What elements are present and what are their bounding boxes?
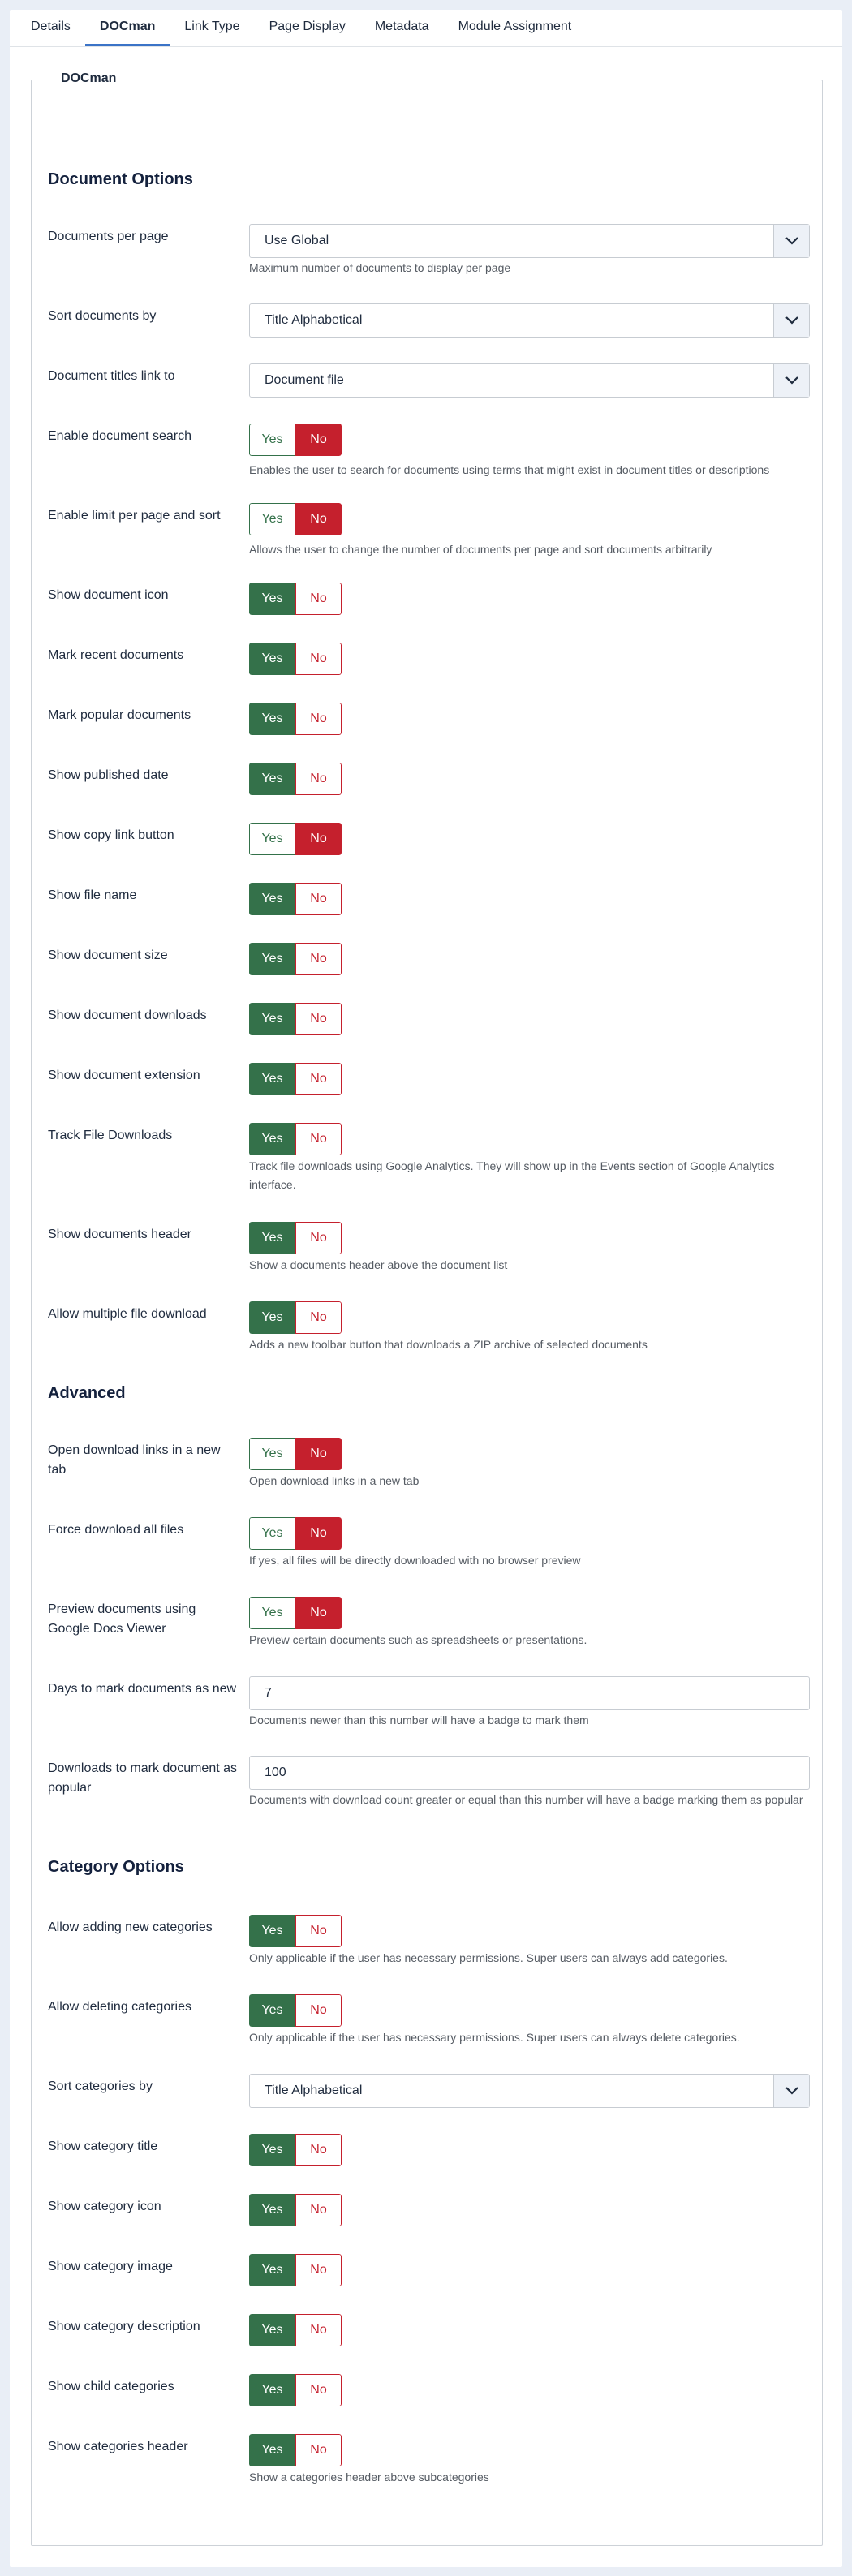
no-option[interactable]: No (295, 1003, 342, 1035)
label-documents-per-page: Documents per page (48, 230, 169, 243)
no-option[interactable]: No (295, 2314, 342, 2346)
label-document-titles-link: Document titles link to (48, 369, 175, 383)
yes-option[interactable]: Yes (249, 1597, 295, 1629)
open-new-tab-switch (249, 1438, 342, 1470)
help-enable-limit: Allows the user to change the number of documents per page and sort documents arbitrarily (249, 543, 712, 556)
chevron-down-icon (773, 304, 809, 337)
no-option[interactable]: No (295, 823, 342, 855)
section-title-document-options: Document Options (48, 170, 193, 188)
track-file-downloads-switch (249, 1123, 342, 1155)
help-preview-gdocs: Preview certain documents such as spreadsheets or presentations. (249, 1633, 587, 1646)
help-open-new-tab: Open download links in a new tab (249, 1474, 420, 1487)
section-title-category-options: Category Options (48, 1858, 184, 1876)
chevron-down-icon (773, 225, 809, 257)
show-category-title-switch (249, 2134, 342, 2166)
sort-documents-select[interactable] (249, 303, 810, 338)
show-document-size-switch (249, 943, 342, 975)
no-option[interactable]: No (295, 1063, 342, 1095)
yes-option[interactable]: Yes (249, 2254, 295, 2286)
yes-option[interactable]: Yes (249, 1123, 295, 1155)
label-show-published-date: Show published date (48, 768, 169, 782)
yes-option[interactable]: Yes (249, 2434, 295, 2466)
document-titles-link-select[interactable] (249, 363, 810, 398)
days-new-input[interactable]: 7 (249, 1676, 810, 1710)
label-show-categories-header: Show categories header (48, 2440, 188, 2453)
show-child-categories-switch (249, 2374, 342, 2406)
help-enable-document-search: Enables the user to search for documents using terms that might exist in document titles or descriptions (249, 463, 770, 476)
yes-option[interactable]: Yes (249, 763, 295, 795)
no-option[interactable]: No (295, 1597, 342, 1629)
yes-option[interactable]: Yes (249, 1438, 295, 1470)
yes-option[interactable]: Yes (249, 424, 295, 456)
help-days-new: Documents newer than this number will have a badge to mark them (249, 1714, 589, 1727)
show-category-icon-switch (249, 2194, 342, 2226)
no-option[interactable]: No (295, 883, 342, 915)
yes-option[interactable]: Yes (249, 2134, 295, 2166)
yes-option[interactable]: Yes (249, 1994, 295, 2027)
preview-gdocs-switch (249, 1597, 342, 1629)
label-mark-recent: Mark recent documents (48, 648, 184, 662)
tab-details[interactable]: Details (31, 19, 71, 33)
no-option[interactable]: No (295, 1222, 342, 1254)
allow-multiple-download-switch (249, 1301, 342, 1334)
no-option[interactable]: No (295, 1301, 342, 1334)
yes-option[interactable]: Yes (249, 2194, 295, 2226)
no-option[interactable]: No (295, 1517, 342, 1550)
yes-option[interactable]: Yes (249, 1222, 295, 1254)
chevron-down-icon (773, 2075, 809, 2107)
no-option[interactable]: No (295, 1123, 342, 1155)
label-enable-document-search: Enable document search (48, 429, 191, 443)
label-enable-limit: Enable limit per page and sort (48, 509, 221, 523)
mark-recent-switch (249, 643, 342, 675)
show-categories-header-switch (249, 2434, 342, 2466)
label-allow-multiple-download: Allow multiple file download (48, 1307, 207, 1321)
show-documents-header-switch (249, 1222, 342, 1254)
section-title-advanced: Advanced (48, 1384, 126, 1402)
no-option[interactable]: No (295, 2374, 342, 2406)
label-days-new: Days to mark documents as new (48, 1682, 237, 1696)
sort-categories-value: Title Alphabetical (265, 2084, 363, 2097)
label-mark-popular: Mark popular documents (48, 708, 191, 722)
yes-option[interactable]: Yes (249, 1003, 295, 1035)
help-documents-per-page: Maximum number of documents to display per page (249, 261, 511, 274)
no-option[interactable]: No (295, 1438, 342, 1470)
label-show-category-icon: Show category icon (48, 2200, 161, 2213)
label-open-new-tab: Open download links in a new tab (48, 1443, 221, 1477)
label-track-file-downloads: Track File Downloads (48, 1129, 173, 1142)
show-document-icon-switch (249, 583, 342, 615)
allow-delete-categories-switch (249, 1994, 342, 2027)
yes-option[interactable]: Yes (249, 643, 295, 675)
documents-per-page-select[interactable] (249, 224, 810, 258)
no-option[interactable]: No (295, 503, 342, 535)
yes-option[interactable]: Yes (249, 1915, 295, 1947)
yes-option[interactable]: Yes (249, 503, 295, 535)
help-allow-add-categories: Only applicable if the user has necessary permissions. Super users can always add categories. (249, 1951, 728, 1964)
menu-item-edit-panel (10, 10, 842, 2567)
yes-option[interactable]: Yes (249, 1301, 295, 1334)
label-force-download: Force download all files (48, 1523, 184, 1537)
label-show-file-name: Show file name (48, 888, 137, 902)
yes-option[interactable]: Yes (249, 703, 295, 735)
no-option[interactable]: No (295, 763, 342, 795)
mark-popular-switch (249, 703, 342, 735)
label-sort-documents-by: Sort documents by (48, 309, 157, 323)
tab-bar (10, 10, 842, 47)
label-downloads-popular: Downloads to mark document as popular (48, 1761, 237, 1795)
help-force-download: If yes, all files will be directly downloaded with no browser preview (249, 1554, 581, 1567)
no-option[interactable]: No (295, 703, 342, 735)
tab-link-type[interactable]: Link Type (184, 19, 240, 33)
yes-option[interactable]: Yes (249, 883, 295, 915)
tab-page-display[interactable]: Page Display (269, 19, 346, 33)
label-show-document-extension: Show document extension (48, 1069, 200, 1082)
show-document-downloads-switch (249, 1003, 342, 1035)
no-option[interactable]: No (295, 1994, 342, 2027)
tab-docman[interactable]: DOCman (85, 10, 170, 46)
label-allow-delete-categories: Allow deleting categories (48, 2000, 191, 2014)
yes-option[interactable]: Yes (249, 1517, 295, 1550)
no-option[interactable]: No (295, 2254, 342, 2286)
yes-option[interactable]: Yes (249, 2314, 295, 2346)
sort-categories-select[interactable] (249, 2074, 810, 2108)
yes-option[interactable]: Yes (249, 823, 295, 855)
tab-module-assignment[interactable]: Module Assignment (458, 19, 572, 33)
label-show-copy-link: Show copy link button (48, 828, 174, 842)
enable-document-search-switch (249, 424, 342, 456)
yes-option[interactable]: Yes (249, 1063, 295, 1095)
show-document-extension-switch (249, 1063, 342, 1095)
label-show-category-title: Show category title (48, 2139, 158, 2153)
label-show-documents-header: Show documents header (48, 1228, 191, 1241)
label-allow-add-categories: Allow adding new categories (48, 1920, 213, 1934)
no-option[interactable]: No (295, 424, 342, 456)
allow-add-categories-switch (249, 1915, 342, 1947)
fieldset-legend: DOCman (48, 71, 129, 86)
chevron-down-icon (773, 364, 809, 397)
help-show-documents-header: Show a documents header above the document list (249, 1258, 508, 1271)
documents-per-page-value: Use Global (265, 234, 329, 247)
no-option[interactable]: No (295, 943, 342, 975)
label-show-document-size: Show document size (48, 948, 168, 962)
help-track-file-downloads: Track file downloads using Google Analytics. They will show up in the Events section of Google Analytics interface. (249, 1159, 775, 1191)
no-option[interactable]: No (295, 2134, 342, 2166)
label-preview-gdocs: Preview documents using Google Docs Viewer (48, 1602, 196, 1636)
label-show-category-description: Show category description (48, 2320, 200, 2333)
sort-documents-value: Title Alphabetical (265, 313, 363, 327)
help-show-categories-header: Show a categories header above subcategories (249, 2471, 489, 2484)
label-show-category-image: Show category image (48, 2260, 173, 2273)
label-sort-categories: Sort categories by (48, 2079, 153, 2093)
show-copy-link-switch (249, 823, 342, 855)
show-category-image-switch (249, 2254, 342, 2286)
no-option[interactable]: No (295, 1915, 342, 1947)
label-show-document-downloads: Show document downloads (48, 1008, 207, 1022)
help-downloads-popular: Documents with download count greater or equal than this number will have a badge marking them as popular (249, 1793, 803, 1806)
yes-option[interactable]: Yes (249, 583, 295, 615)
enable-limit-switch (249, 503, 342, 535)
help-allow-multiple-download: Adds a new toolbar button that downloads a ZIP archive of selected documents (249, 1338, 648, 1351)
no-option[interactable]: No (295, 643, 342, 675)
no-option[interactable]: No (295, 2194, 342, 2226)
no-option[interactable]: No (295, 2434, 342, 2466)
label-show-document-icon: Show document icon (48, 588, 169, 602)
yes-option[interactable]: Yes (249, 943, 295, 975)
show-published-date-switch (249, 763, 342, 795)
force-download-switch (249, 1517, 342, 1550)
yes-option[interactable]: Yes (249, 2374, 295, 2406)
no-option[interactable]: No (295, 583, 342, 615)
show-file-name-switch (249, 883, 342, 915)
show-category-description-switch (249, 2314, 342, 2346)
tab-metadata[interactable]: Metadata (374, 19, 429, 33)
downloads-popular-input[interactable]: 100 (249, 1756, 810, 1790)
help-allow-delete-categories: Only applicable if the user has necessary permissions. Super users can always delete categories. (249, 2031, 740, 2044)
label-show-child-categories: Show child categories (48, 2380, 174, 2393)
document-titles-link-value: Document file (265, 373, 344, 387)
